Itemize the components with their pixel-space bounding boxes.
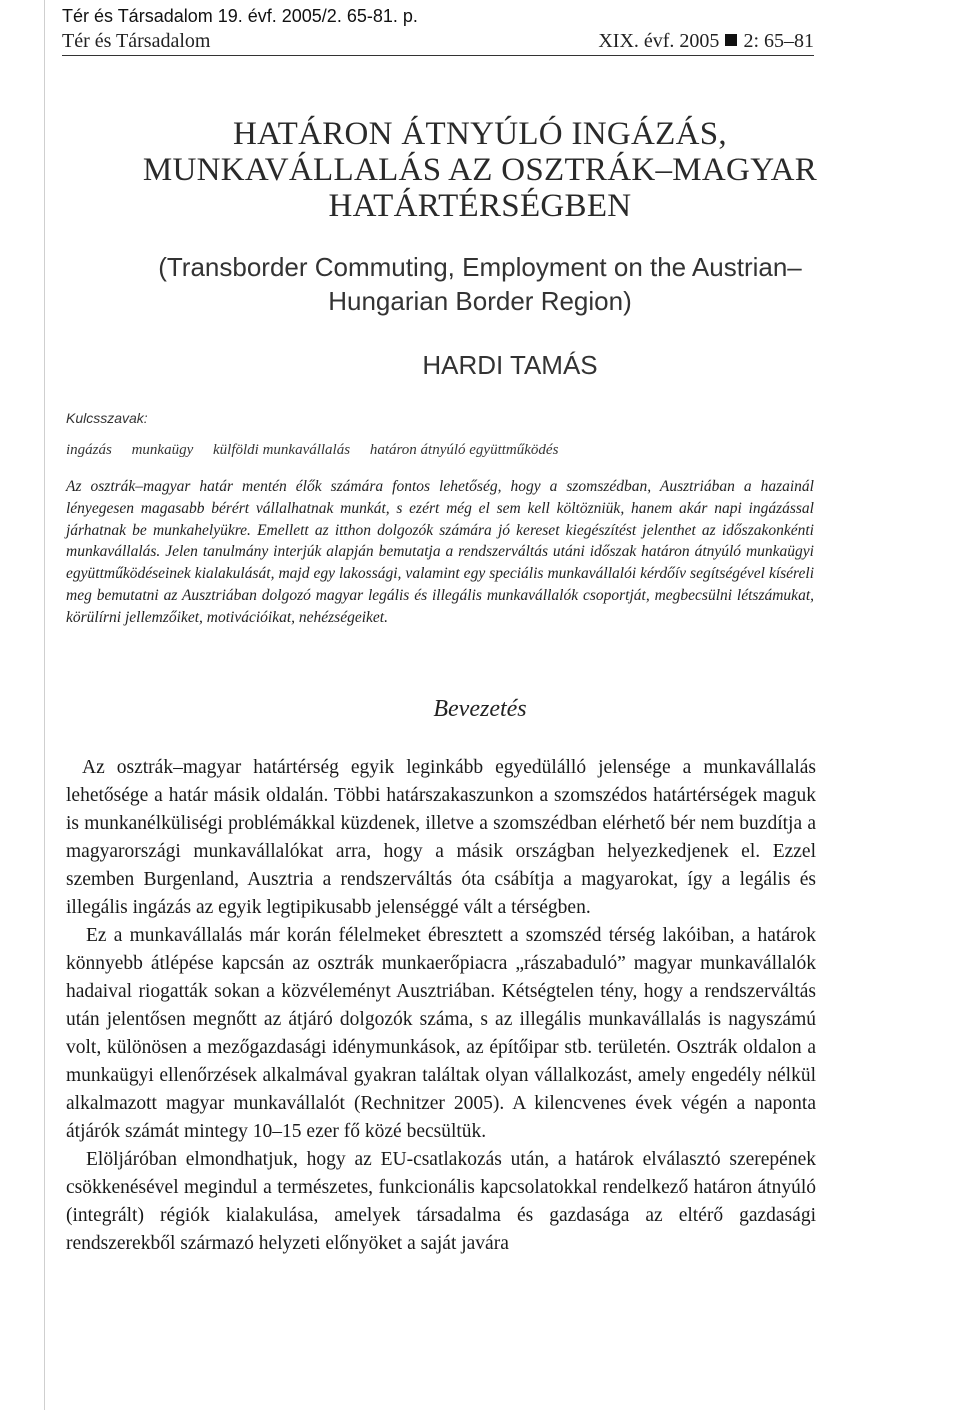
- citation-line: Tér és Társadalom 19. évf. 2005/2. 65-81. p.: [62, 6, 418, 26]
- issue-volume: XIX. évf. 2005: [598, 30, 720, 52]
- title-line: HATÁRTÉRSÉGBEN: [328, 188, 632, 224]
- margin-rule: [44, 0, 45, 1410]
- section-heading: Bevezetés: [433, 696, 527, 722]
- paragraph: Az osztrák–magyar határtérség egyik leginkább egyedülálló jelensége a munkavállalás lehetősége a határ másik oldalán. Többi határszakaszunkon a szomszédos határtérségek maguk is munkanélküliségi problémákkal küzdenek, illetve a szomszédban elérhető bér nem buzdítja a magyarországi munkavállalókat arra, hogy a másik országban helyezkedjenek el. Ezzel szemben Burgenland, Ausztria a rendszerváltás óta csábítja a magyarokat, így a legális és illegális ingázás az egyik legtipikusabb jelenséggé vált a térségben.: [66, 757, 816, 918]
- keywords-label: Kulcsszavak:: [66, 410, 148, 426]
- keyword: munkaügy: [131, 442, 194, 458]
- title-line: HATÁRON ÁTNYÚLÓ INGÁZÁS,: [233, 116, 727, 152]
- author-name: HARDI TAMÁS: [422, 350, 598, 380]
- subtitle-line: Hungarian Border Region): [328, 286, 632, 316]
- keyword: határon átnyúló együttműködés: [369, 442, 559, 458]
- abstract: Az osztrák–magyar határ mentén élők számára fontos lehetőség, hogy a szomszédban, Ausztriában a hazainál lényegesen magasabb bérért vállalhatnak munkát, s ezért még el sem kell költözniük, hanem akár napi ingázással járhatnak be munkahelyükre. Emellett az itthon dolgozók számára jó kereset kiegészítést jelenthet az időszakonkénti munkavállalás. Jelen tanulmány interjúk alapján bemutatja a rendszerváltás utáni időszak határon átnyúló munkaügyi együttműködéseinek kialakulását, majd egy lakossági, valamint egy speciális munkavállalói kérdőív segítségével kíséreli meg bemutatni az Ausztriában dolgozó magyar legális és illegális munkavállalók csoportját, megbecsülni létszámukat, körülírni jellemzőiket, motivációikat, nehézségeiket.: [66, 478, 814, 626]
- article-title: [62, 116, 898, 224]
- running-head: [62, 30, 814, 56]
- keyword: ingázás: [66, 442, 112, 458]
- paragraph: Ez a munkavállalás már korán félelmeket ébresztett a szomszéd térség lakóiban, a határok könnyebb átlépése kapcsán az osztrák munkaerőpiacra „rászabaduló” magyar munkavállalók hadaival riogatták sokan a közvéleményt Ausztriában. Kétségtelen tény, hogy a rendszerváltás után jelentősen megnőtt az átjáró dolgozók száma, s az illegális munkavállalás is nagyszámú volt, különösen a mezőgazdasági idénymunkások, az építőipar stb. területén. Osztrák oldalon a munkaügyi ellenőrzések alkalmával gyakran találtak olyan vállalkozást, amely engedély nélkül alkalmazott magyar munkavállalót (Rechnitzer 2005). A kilencvenes évek végén a naponta átjárók számát mintegy 10–15 ezer fő közé becsültük.: [66, 925, 816, 1142]
- keywords-list: [66, 442, 574, 459]
- body-text: [66, 754, 816, 1258]
- issue-info: [598, 30, 814, 53]
- title-line: MUNKAVÁLLALÁS AZ OSZTRÁK–MAGYAR: [142, 152, 818, 188]
- paragraph: Elöljáróban elmondhatjuk, hogy az EU-csatlakozás után, a határok elválasztó szerepének csökkenésével megindul a természetes, funkcionális kapcsolatokkal rendelkező határon átnyúló (integrált) régiók kialakulása, amelyek társadalma és gazdasága az eltérő gazdasági rendszerekből származó helyzeti előnyöket a saját javára: [66, 1149, 816, 1254]
- square-bullet-icon: [725, 34, 737, 46]
- subtitle-line: (Transborder Commuting, Employment on the Austrian–: [158, 252, 802, 282]
- keyword: külföldi munkavállalás: [213, 442, 351, 458]
- journal-name: Tér és Társadalom: [62, 30, 211, 52]
- issue-pages: 2: 65–81: [743, 30, 814, 52]
- article-subtitle: [100, 250, 860, 318]
